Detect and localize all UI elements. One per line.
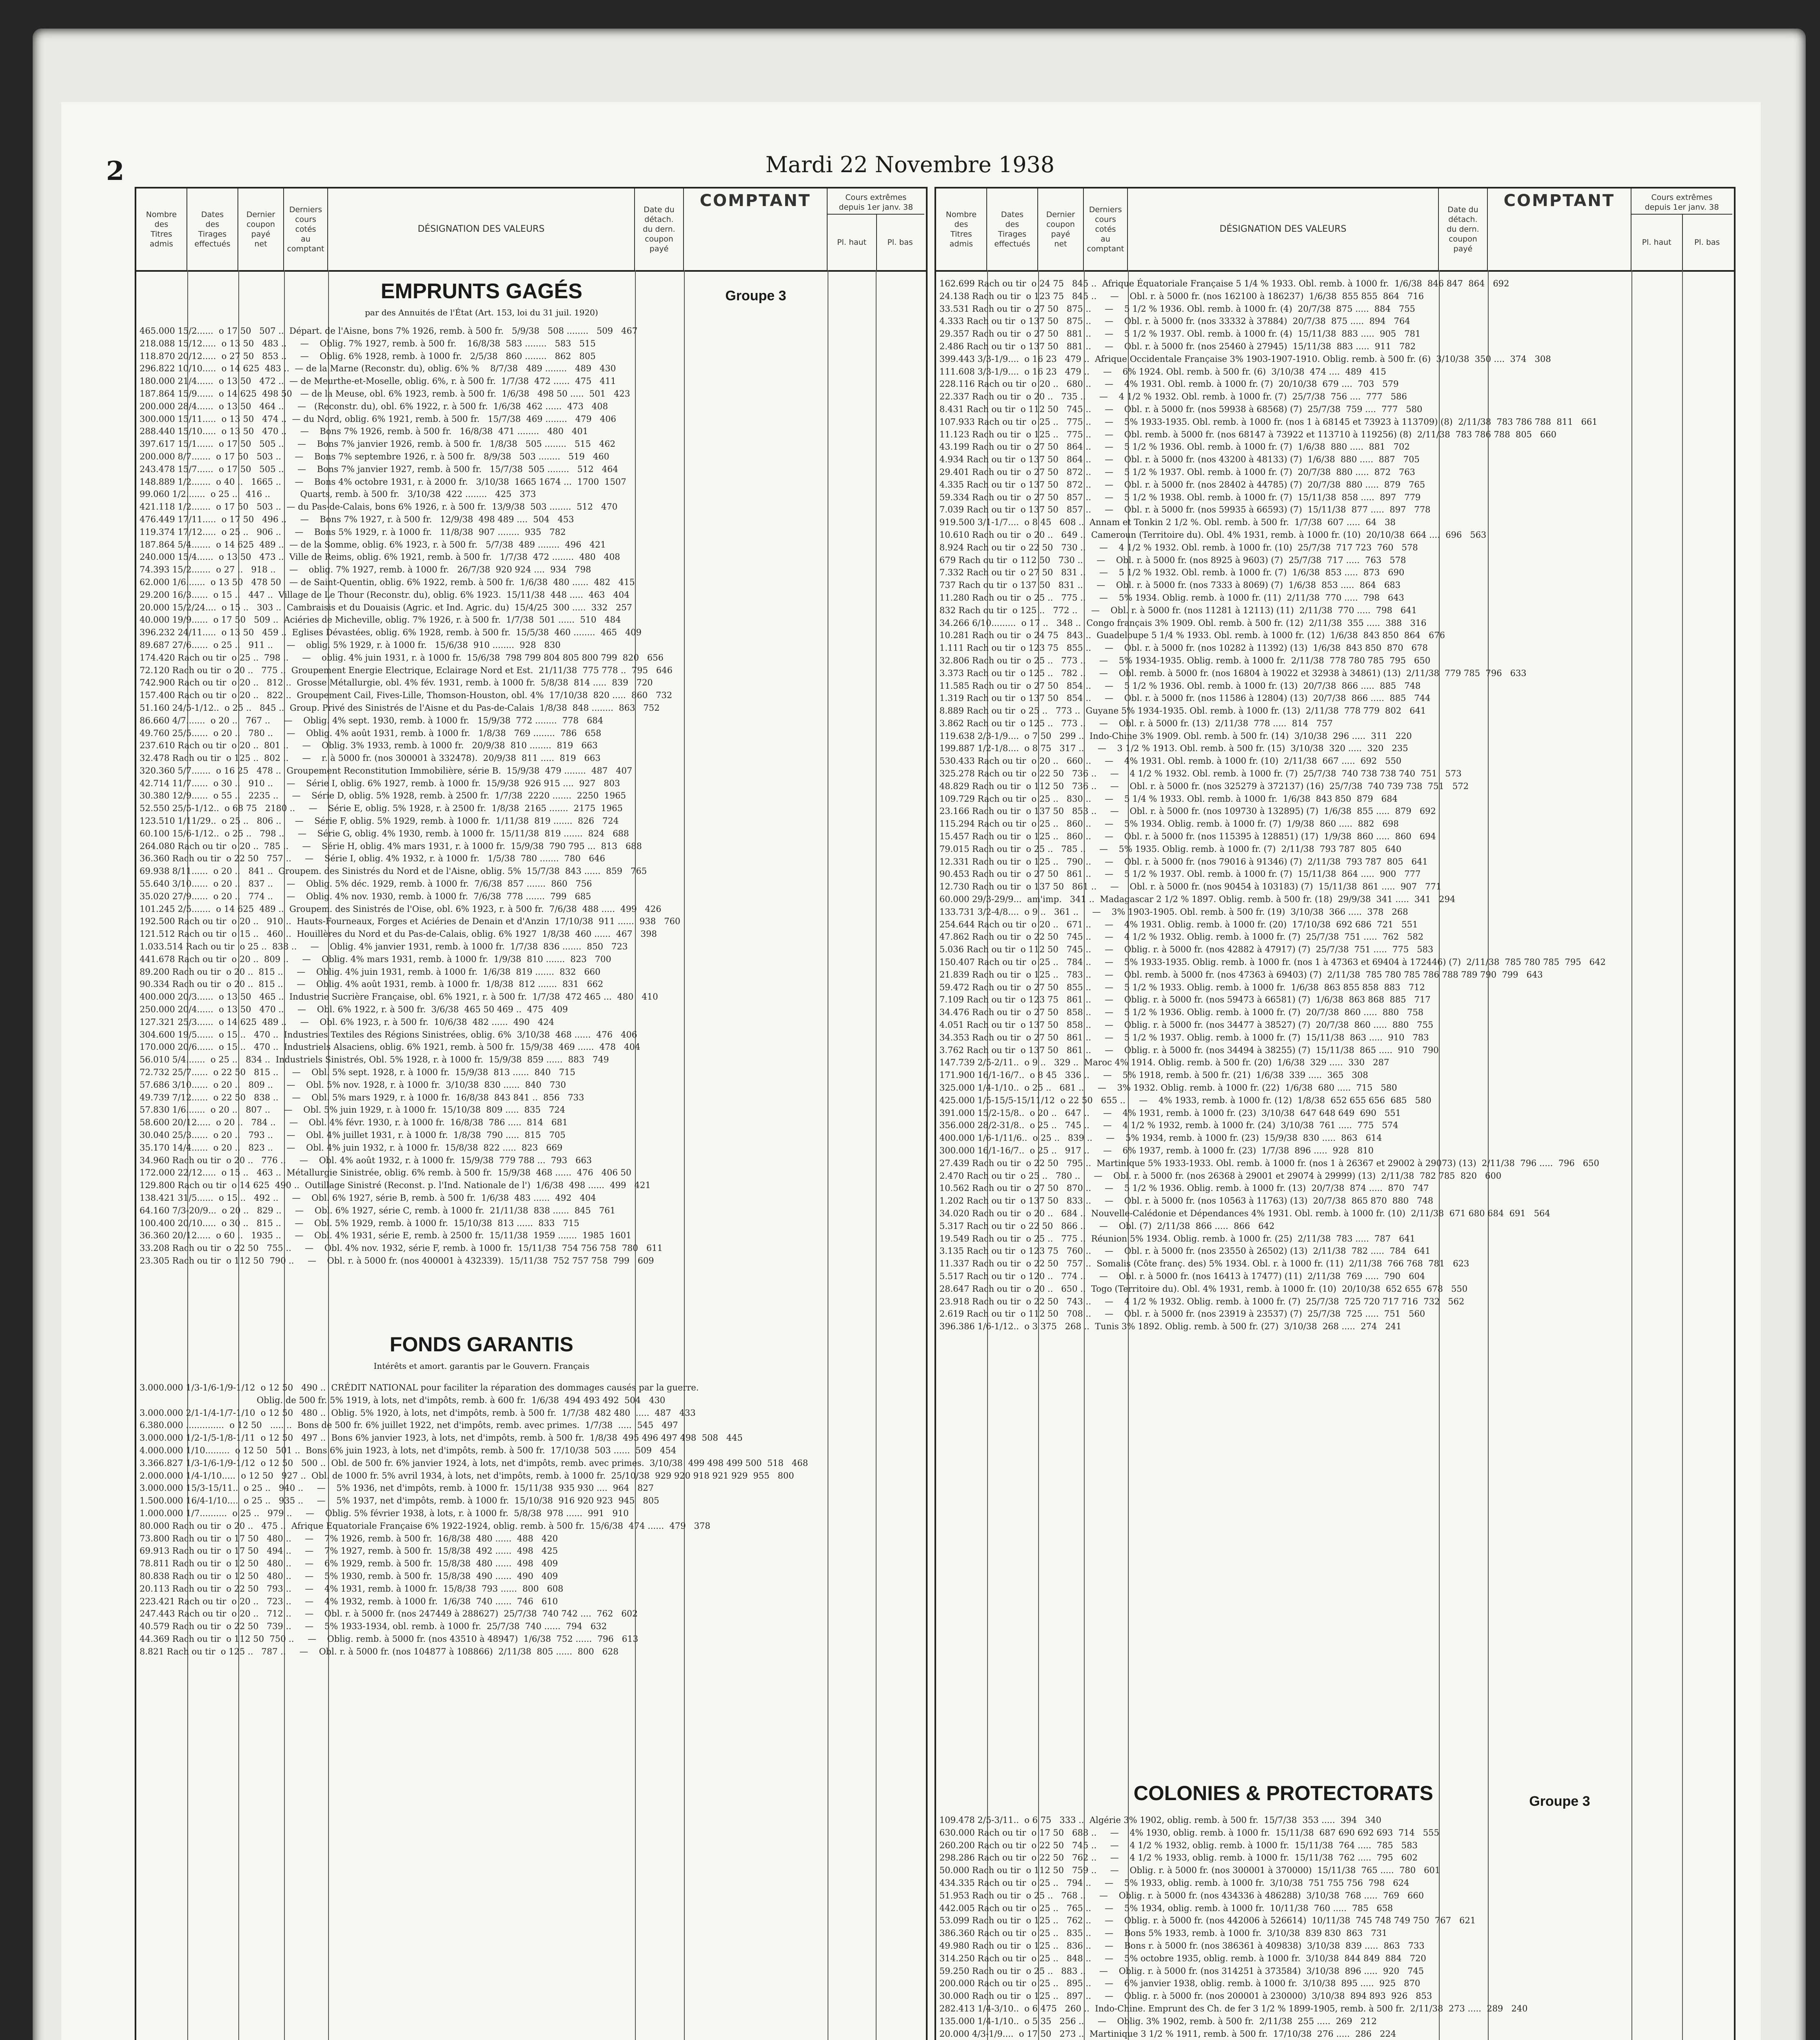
table-row: 69.938 8/11...... o 20 .. 841 .. Groupem. des Sinistrés du Nord et de l'Aisne, oblig. 5% 15/7/38 843 ...... 859 765 <box>140 866 647 876</box>
table-row: 111.608 3/3-1/9.... o 16 23 479 .. — 6% 1924. Obl. remb. à 500 fr. (6) 3/10/38 474 .... 489 415 <box>939 366 1386 377</box>
table-row: 3.373 Rach ou tir o 125 .. 782 .. — Obl. remb. à 5000 fr. (nos 16804 à 19022 et 32938 à 34861) (13) 2/11/38 779 785 796 633 <box>939 668 1527 678</box>
table-row: 8.889 Rach ou tir o 25 .. 773 .. Guyane 5% 1934-1935. Obl. remb. à 1000 fr. (13) 2/11/38 778 779 802 641 <box>939 706 1426 716</box>
table-row: 40.000 19/9...... o 17 50 509 .. Aciéries de Micheville, oblig. 7% 1926, r. à 500 fr. 1/7/38 501 ...... 510 484 <box>140 615 621 625</box>
table-row: 1.000.000 1/7.......... o 25 .. 979 .. — Oblig. 5% février 1938, à lots, r. à 1000 fr. 5/8/38 978 ...... 991 910 <box>140 1508 629 1518</box>
right-rows-2 <box>939 1814 1729 2040</box>
table-row: 174.420 Rach ou tir o 25 .. 798 .. — oblig. 4% juin 1931, r. à 1000 fr. 15/6/38 798 799 804 805 800 799 820 656 <box>140 652 664 663</box>
page-number: 2 <box>106 156 124 186</box>
left-table-body <box>136 272 926 2040</box>
table-row: 60.000 29/3-29/9... am'imp. 341 .. Madagascar 2 1/2 % 1897. Oblig. remb. à 500 fr. (18) 29/9/38 341 ..... 341 294 <box>939 894 1456 905</box>
table-row: 11.585 Rach ou tir o 27 50 854 .. — 5 1/2 % 1936. Obl. remb. à 1000 fr. (13) 20/7/38 866 ..... 885 748 <box>939 681 1421 691</box>
table-row: 200.000 8/7....... o 17 50 503 .. — Bons 7% septembre 1926, r. à 500 fr. 8/9/38 503 ........ 519 460 <box>140 451 610 461</box>
table-row: 51.953 Rach ou tir o 25 .. 768 .. — Oblig. r. à 5000 fr. (nos 434336 à 486288) 3/10/38 768 ..... 769 660 <box>939 1890 1424 1900</box>
table-row: 73.800 Rach ou tir o 17 50 480 .. — 7% 1926, remb. à 500 fr. 16/8/38 480 ...... 488 420 <box>140 1533 558 1543</box>
table-row: 118.870 20/12..... o 27 50 853 .. — Oblig. 6% 1928, remb. à 1000 fr. 2/5/38 860 ........ 862 805 <box>140 351 596 361</box>
table-row: 59.250 Rach ou tir o 25 .. 883 .. — Oblig. r. à 5000 fr. (nos 314251 à 373584) 3/10/38 896 ..... 920 745 <box>939 1966 1424 1976</box>
table-row: 11.123 Rach ou tir o 125 .. 775 .. — Obl. remb. à 5000 fr. (nos 68147 à 73922 et 113710 à 119256) (8) 2/11/38 783 786 788 805 660 <box>939 429 1557 439</box>
right-quote-table <box>934 187 1736 2040</box>
table-row: 2.470 Rach ou tir o 25 .. 780 .. — Obl. r. à 5000 fr. (nos 26368 à 29001 et 29074 à 29999) (13) 2/11/38 782 785 820 600 <box>939 1171 1502 1181</box>
header-pl-haut: Pl. haut <box>1631 215 1683 270</box>
table-row: 3.000.000 1/2-1/5-1/8-1/11 o 12 50 497 .. Bons 6% janvier 1923, à lots, net d'impôts, remb. à 500 fr. 1/8/38 495 496 497 498 508 445 <box>140 1433 743 1443</box>
table-row: 400.000 1/6-1/11/6.. o 25 .. 839 .. — 5% 1934, remb. à 1000 fr. (23) 15/9/38 830 ..... 863 614 <box>939 1133 1382 1143</box>
table-row: 48.829 Rach ou tir o 112 50 736 .. — Obl. r. à 5000 fr. (nos 325279 à 372137) (16) 25/7/38 740 739 738 751 572 <box>939 781 1469 791</box>
right-table-body <box>936 272 1734 2040</box>
table-row: 109.478 2/5-3/11.. o 6 75 333 .. Algérie 3% 1902, oblig. remb. à 500 fr. 15/7/38 353 ..... 394 340 <box>939 1815 1382 1825</box>
table-row: 2.619 Rach ou tir o 112 50 708 .. — Obl. r. à 5000 fr. (nos 23919 à 23537) (7) 25/7/38 725 ..... 751 560 <box>939 1309 1425 1319</box>
table-row: 304.600 19/5...... o 15 .. 470 .. Industries Textiles des Régions Sinistrées, oblig. 6% 3/10/38 468 ...... 476 406 <box>140 1029 637 1040</box>
table-row: 356.000 28/2-31/8.. o 25 .. 745 .. — 4 1/2 % 1932, remb. à 1000 fr. (24) 3/10/38 761 ..... 775 574 <box>939 1120 1398 1131</box>
table-row: 72.732 25/7...... o 22 50 815 .. — Obl. 5% sept. 1928, r. à 1000 fr. 15/9/38 813 ...... 840 715 <box>140 1067 575 1078</box>
table-row: 832 Rach ou tir o 125 .. 772 .. — Obl. r. à 5000 fr. (nos 11281 à 12113) (11) 2/11/38 770 ..... 798 641 <box>939 605 1417 615</box>
table-row: 57.686 3/10...... o 20 .. 809 .. — Obl. 5% nov. 1928, r. à 1000 fr. 3/10/38 830 ...... 840 730 <box>140 1080 566 1090</box>
table-row: 129.800 Rach ou tir o 14 625 490 .. Outillage Sinistré (Reconst. p. l'Ind. Nationale de l') 1/6/38 498 ...... 499 421 <box>140 1180 651 1191</box>
table-row: 80.838 Rach ou tir o 12 50 480 .. — 5% 1930, remb. à 500 fr. 15/8/38 490 ...... 490 409 <box>140 1571 558 1581</box>
table-row: 34.020 Rach ou tir o 20 .. 684 .. Nouvelle-Calédonie et Dépendances 4% 1931. Obl. remb. à 1000 fr. (10) 2/11/38 671 680 684 691 564 <box>939 1208 1550 1218</box>
table-row: 36.360 20/12..... o 60 .. 1935 .. — Obl. 4% 1931, série E, remb. à 2500 fr. 15/11/38 1959 ....... 1985 1601 <box>140 1231 632 1241</box>
table-row: 21.839 Rach ou tir o 125 .. 783 .. — Obl. remb. à 5000 fr. (nos 47363 à 69403) (7) 2/11/38 785 780 785 786 788 789 790 799 643 <box>939 969 1543 980</box>
table-row: 52.550 25/5-1/12.. o 68 75 2180 .. — Série E, oblig. 5% 1928, r. à 2500 fr. 1/8/38 2165 ....... 2175 1965 <box>140 803 623 814</box>
table-row: 476.449 17/11..... o 17 50 496 .. — Bons 7% 1927, r. à 500 fr. 12/9/38 498 489 .... 504 453 <box>140 514 574 524</box>
table-row: 147.739 2/5-2/11.. o 9 .. 329 .. Maroc 4% 1914. Oblig. remb. à 500 fr. (20) 1/6/38 329 ..... 330 287 <box>939 1058 1389 1068</box>
table-row: 148.889 1/2....... o 40 .. 1665 .. — Bons 4% octobre 1931, r. à 2000 fr. 3/10/38 1665 1674 ... 1700 1507 <box>140 477 626 487</box>
table-row: 22.337 Rach ou tir o 20 .. 735 .. — 4 1/2 % 1932. Obl. remb. à 1000 fr. (7) 25/7/38 756 .... 777 586 <box>939 392 1407 402</box>
table-row: 47.862 Rach ou tir o 22 50 745 .. — 4 1/2 % 1932. Oblig. remb. à 1000 fr. (7) 25/7/38 751 ..... 762 582 <box>939 932 1424 942</box>
table-row: 8.821 Rach ou tir o 125 .. 787 .. — Obl. r. à 5000 fr. (nos 104877 à 108866) 2/11/38 805 ...... 800 628 <box>140 1646 619 1656</box>
header-nombre: Nombre des Titres admis <box>136 188 187 270</box>
table-row: 180.000 21/4...... o 13 50 472 .. — de Meurthe-et-Moselle, oblig. 6%, r. à 500 fr. 1/7/38 472 ...... 475 411 <box>140 376 616 386</box>
group-label: Groupe 3 <box>725 288 786 304</box>
table-row: 3.366.827 1/3-1/6-1/9-1/12 o 12 50 500 .. Obl. de 500 fr. 6% janvier 1924, à lots, net d'impôts, remb. avec primes. 3/10/38 499 498 499 500 518 468 <box>140 1458 808 1468</box>
table-row: 57.830 1/6....... o 20 .. 807 .. — Obl. 5% juin 1929, r. à 1000 fr. 15/10/38 809 ..... 835 724 <box>140 1105 566 1115</box>
table-row: 11.337 Rach ou tir o 22 50 757 .. Somalis (Côte franç. des) 5% 1934. Obl. r. à 1000 fr. (11) 2/11/38 766 768 781 623 <box>939 1259 1469 1269</box>
table-row: 425.000 1/5-15/5-15/11/12 o 22 50 655 .. — 4% 1933, remb. à 1000 fr. (12) 1/8/38 652 655 656 685 580 <box>939 1095 1432 1105</box>
table-row: 123.510 1/11/29.. o 25 .. 806 .. — Série F, oblig. 5% 1929, remb. à 1000 fr. 1/11/38 819 ....... 826 724 <box>140 816 619 826</box>
table-row: 60.100 15/6-1/12.. o 25 .. 798 .. — Série G, oblig. 4% 1930, remb. à 1000 fr. 15/11/38 819 ....... 824 688 <box>140 828 629 838</box>
table-row: 3.762 Rach ou tir o 137 50 861 .. — Oblig. r. à 5000 fr. (nos 34494 à 38255) (7) 15/11/38 865 ..... 910 790 <box>939 1045 1439 1055</box>
table-row: 298.286 Rach ou tir o 22 50 762 .. — 4 1/2 % 1933, oblig. remb. à 1000 fr. 15/11/38 762 ..... 795 602 <box>939 1853 1418 1863</box>
table-row: 187.864 15/9...... o 14 625 498 50 — de la Meuse, obl. 6% 1923, remb. à 500 fr. 1/6/38 498 50 ..... 501 423 <box>140 388 630 399</box>
table-row: 1.202 Rach ou tir o 137 50 833 .. — Obl. r. à 5000 fr. (nos 10563 à 11763) (13) 20/7/38 865 870 880 748 <box>939 1196 1434 1206</box>
table-row: 64.160 7/3-20/9... o 20 .. 829 .. — Obl. 6% 1927, série C, remb. à 1000 fr. 21/11/38 838 ...... 845 761 <box>140 1205 616 1215</box>
table-row: 6.380.000 .............. o 12 50 ..... .. Bons de 500 fr. 6% juillet 1922, net d'impôts, remb. avec primes. 1/7/38 ..... 545 497 <box>140 1420 678 1430</box>
table-row: 7.109 Rach ou tir o 123 75 861 .. — Oblig. r. à 5000 fr. (nos 59473 à 66581) (7) 1/6/38 863 868 885 717 <box>939 995 1431 1005</box>
header-designation: DÉSIGNATION DES VALEURS <box>328 188 635 270</box>
table-row: 15.457 Rach ou tir o 125 .. 860 .. — Obl. r. à 5000 fr. (nos 115395 à 128851) (17) 1/9/38 860 ..... 860 694 <box>939 832 1436 842</box>
table-row: 49.739 7/12...... o 22 50 838 .. — Obl. 5% mars 1929, r. à 1000 fr. 16/8/38 843 841 .. 856 733 <box>140 1092 584 1102</box>
table-row: 442.005 Rach ou tir o 25 .. 765 .. — 5% 1934, oblig. remb. à 1000 fr. 10/11/38 760 ..... 785 658 <box>939 1903 1393 1913</box>
table-row: 737 Rach ou tir o 137 50 831 .. — Obl. r. à 5000 fr. (nos 7333 à 8069) (7) 1/6/38 853 ..... 864 683 <box>939 580 1401 590</box>
table-row: 23.166 Rach ou tir o 137 50 853 .. — Obl. r. à 5000 fr. (nos 109730 à 132895) (7) 1/6/38 855 ..... 879 692 <box>939 806 1436 816</box>
table-row: 42.714 11/7...... o 30 .. 910 .. — Série I, oblig. 6% 1927, remb. à 1000 fr. 15/9/38 926 915 .... 927 803 <box>140 778 620 788</box>
header-dernier-coupon: Dernier coupon payé net <box>1038 188 1084 270</box>
table-row: Oblig. de 500 fr. 5% 1919, à lots, net d'impôts, remb. à 600 fr. 1/6/38 494 493 492 504 430 <box>140 1395 666 1405</box>
table-row: 396.386 1/6-1/12.. o 3 375 268 .. Tunis 3% 1892. Oblig. remb. à 500 fr. (27) 3/10/38 268 ..... 274 241 <box>939 1322 1402 1332</box>
table-row: 53.099 Rach ou tir o 125 .. 762 .. — Oblig. r. à 5000 fr. (nos 442006 à 526614) 10/11/38 745 748 749 750 767 621 <box>939 1916 1476 1926</box>
table-row: 34.353 Rach ou tir o 27 50 861 .. — 5 1/2 % 1937. Oblig. remb. à 1000 fr. (7) 15/11/38 863 ..... 910 783 <box>939 1032 1429 1042</box>
table-row: 20.000 4/3-1/9.... o 17 50 273 .. Martinique 3 1/2 % 1911, remb. à 500 fr. 17/10/38 276 ..... 286 224 <box>939 2029 1396 2039</box>
table-row: 247.443 Rach ou tir o 20 .. 712 .. — Obl. r. à 5000 fr. (nos 247449 à 288627) 25/7/38 740 742 .... 762 602 <box>140 1609 638 1619</box>
table-row: 49.980 Rach ou tir o 125 .. 836 .. — Bons r. à 5000 fr. (nos 386361 à 409838) 3/10/38 839 ..... 863 733 <box>939 1940 1425 1951</box>
table-row: 119.638 2/3-1/9.... o 7 50 299 .. Indo-Chine 3% 1909. Obl. remb. à 500 fr. (14) 3/10/38 296 ..... 311 220 <box>939 731 1412 741</box>
header-derniers-cours: Derniers cours cotés au comptant <box>284 188 328 270</box>
table-row: 89.687 27/6...... o 25 .. 911 .. — oblig. 5% 1929, r. à 1000 fr. 15/6/38 910 ........ 928 830 <box>140 640 561 650</box>
table-row: 34.266 6/10......... o 17 .. 348 .. Congo français 3% 1909. Obl. remb. à 500 fr. (12) 2/11/38 355 ..... 388 316 <box>939 618 1427 628</box>
table-row: 3.862 Rach ou tir o 125 .. 773 .. — Obl. r. à 5000 fr. (13) 2/11/38 778 ..... 814 757 <box>939 718 1333 728</box>
table-row: 40.579 Rach ou tir o 22 50 739 .. — 5% 1933-1934, obl. remb. à 1000 fr. 25/7/38 740 ...... 794 632 <box>140 1621 607 1632</box>
table-row: 300.000 15/11..... o 13 50 474 .. — du Nord, oblig. 6% 1921, remb. à 500 fr. 15/7/38 469 ........ 479 406 <box>140 414 616 424</box>
table-row: 530.433 Rach ou tir o 20 .. 660 .. — 4% 1931. Obl. remb. à 1000 fr. (10) 2/11/38 667 ..... 692 550 <box>939 756 1402 766</box>
table-row: 399.443 3/3-1/9.... o 16 23 479 .. Afrique Occidentale Française 3% 1903-1907-1910. Oblig. remb. à 500 fr. (6) 3/10/38 350 .... 374 308 <box>939 354 1551 364</box>
table-row: 55.640 3/10...... o 20 .. 837 .. — Oblig. 5% déc. 1929, remb. à 1000 fr. 7/6/38 857 ....... 860 756 <box>140 879 592 889</box>
table-row: 5.317 Rach ou tir o 22 50 866 .. — Obl. (7) 2/11/38 866 ..... 866 642 <box>939 1221 1275 1231</box>
table-row: 43.199 Rach ou tir o 27 50 864 .. — 5 1/2 % 1936. Obl. remb. à 1000 fr. (7) 1/6/38 880 ..... 881 702 <box>939 442 1410 452</box>
table-row: 200.000 Rach ou tir o 25 .. 895 .. — 6% janvier 1938, oblig. remb. à 1000 fr. 3/10/38 895 ..... 925 870 <box>939 1978 1420 1989</box>
table-row: 630.000 Rach ou tir o 17 50 688 .. — 4% 1930, oblig. remb. à 1000 fr. 15/11/38 687 690 692 693 714 555 <box>939 1827 1440 1838</box>
table-row: 199.887 1/2-1/8.... o 8 75 317 .. — 3 1/2 % 1913. Obl. remb. à 500 fr. (15) 3/10/38 320 ..... 320 235 <box>939 743 1408 754</box>
table-row: 90.453 Rach ou tir o 27 50 861 .. — 5 1/2 % 1937. Obl. remb. à 1000 fr. (7) 15/11/38 864 ..... 900 777 <box>939 869 1421 879</box>
table-row: 90.334 Rach ou tir o 20 .. 815 .. — Oblig. 4% août 1931, remb. à 1000 fr. 1/8/38 812 ....... 831 662 <box>140 979 604 989</box>
table-row: 44.369 Rach ou tir o 112 50 750 .. — Oblig. remb. à 5000 fr. (nos 43510 à 48947) 1/6/38 752 ...... 796 613 <box>140 1634 639 1644</box>
table-row: 4.934 Rach ou tir o 137 50 864 .. — Obl. r. à 5000 fr. (nos 43200 à 48133) (7) 1/6/38 880 ..... 887 705 <box>939 455 1420 465</box>
table-row: 69.913 Rach ou tir o 17 50 494 .. — 7% 1927, remb. à 500 fr. 15/8/38 492 ...... 498 425 <box>140 1546 558 1556</box>
header-pl-haut: Pl. haut <box>828 215 877 270</box>
table-row: 260.200 Rach ou tir o 22 50 745 .. — 4 1/2 % 1932, oblig. remb. à 1000 fr. 15/11/38 764 ..... 785 583 <box>939 1840 1418 1850</box>
table-row: 421.118 1/2....... o 17 50 503 .. — du Pas-de-Calais, bons 6% 1926, r. à 500 fr. 13/9/38 503 ........ 512 470 <box>140 502 618 512</box>
table-row: 12.730 Rach ou tir o 137 50 861 .. — Obl. r. à 5000 fr. (nos 90454 à 103183) (7) 15/11/38 861 ..... 907 771 <box>939 882 1442 892</box>
table-row: 99.060 1/2....... o 25 .. 416 .. Quarts, remb. à 500 fr. 3/10/38 422 ........ 425 373 <box>140 489 536 499</box>
table-row: 101.245 2/5....... o 14 625 489 .. Groupem. des Sinistrés de l'Oise, obl. 6% 1923, r. à 500 fr. 7/6/38 488 ..... 499 426 <box>140 904 661 914</box>
table-row: 56.010 5/4....... o 25 .. 834 .. Industriels Sinistrés, Obl. 5% 1928, r. à 1000 fr. 15/9/38 859 ...... 883 749 <box>140 1055 609 1065</box>
header-dates: Dates des Tirages effectués <box>187 188 238 270</box>
table-row: 3.000.000 1/3-1/6-1/9-1/12 o 12 50 490 .. CRÉDIT NATIONAL pour faciliter la réparation des dommages causés par la guerre. <box>140 1383 699 1393</box>
table-row: 133.731 3/2-4/8.... o 9 .. 361 .. — 3% 1903-1905. Obl. remb. à 500 fr. (19) 3/10/38 366 ..... 378 268 <box>939 907 1408 917</box>
table-row: 135.000 1/4-1/10.. o 5 35 256 .. — Oblig. 3% 1902, remb. à 500 fr. 2/11/38 255 ..... 269 212 <box>939 2016 1377 2026</box>
table-row: 33.208 Rach ou tir o 22 50 755 .. — Obl. 4% nov. 1932, série F, remb. à 1000 fr. 15/11/38 754 756 758 780 611 <box>140 1243 663 1253</box>
table-row: 200.000 28/4...... o 13 50 464 .. — (Reconstr. du), obl. 6% 1922, r. à 500 fr. 1/6/38 462 ...... 473 408 <box>140 401 608 411</box>
table-row: 254.644 Rach ou tir o 20 .. 671 .. — 4% 1931. Oblig. remb. à 1000 fr. (20) 17/10/38 692 686 721 551 <box>939 919 1418 929</box>
table-row: 2.000.000 1/4-1/10..... o 12 50 927 .. Obl. de 1000 fr. 5% avril 1934, à lots, net d'impôts, remb. à 1000 fr. 25/10/38 929 920 918 921 929 955 800 <box>140 1470 794 1481</box>
left-quote-table <box>135 187 928 2040</box>
table-row: 19.549 Rach ou tir o 25 .. 775 .. Réunion 5% 1934. Oblig. remb. à 1000 fr. (25) 2/11/38 783 ..... 787 641 <box>939 1233 1416 1244</box>
table-row: 59.472 Rach ou tir o 27 50 855 .. — 5 1/2 % 1933. Oblig. remb. à 1000 fr. 1/6/38 863 855 858 883 712 <box>939 982 1425 992</box>
table-row: 400.000 20/3...... o 13 50 465 .. Industrie Sucrière Française, obl. 6% 1921, r. à 500 fr. 1/7/38 472 465 ... 480 410 <box>140 992 658 1002</box>
table-row: 11.280 Rach ou tir o 25 .. 775 .. — 5% 1934. Oblig. remb. à 1000 fr. (11) 2/11/38 770 ..... 798 643 <box>939 592 1405 603</box>
table-row: 396.232 24/11..... o 13 50 459 .. Eglises Dévastées, oblig. 6% 1928, remb. à 500 fr. 15/5/38 460 ........ 465 409 <box>140 628 642 638</box>
table-row: 441.678 Rach ou tir o 20 .. 809 .. — Oblig. 4% mars 1931, remb. à 1000 fr. 1/9/38 810 ....... 823 700 <box>140 954 611 964</box>
table-row: 20.000 15/2/24.... o 15 .. 303 .. Cambraisis et du Douaisis (Agric. et Ind. Agric. du) 15/4/25 300 ..... 332 257 <box>140 602 633 612</box>
table-row: 29.200 16/3...... o 15 .. 447 .. Village de Le Thour (Reconstr. du), oblig. 6% 1923. 15/11/38 448 ..... 463 404 <box>140 590 630 600</box>
table-row: 314.250 Rach ou tir o 25 .. 848 .. — 5% octobre 1935, oblig. remb. à 1000 fr. 3/10/38 844 849 884 720 <box>939 1953 1426 1963</box>
table-row: 30.380 12/9...... o 55 .. 2235 .. — Série D, oblig. 5% 1928, remb. à 2500 fr. 1/7/38 2220 ....... 2250 1965 <box>140 791 626 801</box>
table-row: 172.000 22/12..... o 15 .. 463 .. Métallurgie Sinistrée, oblig. 6% remb. à 500 fr. 15/9/38 468 ...... 476 406 50 <box>140 1168 632 1178</box>
table-row: 264.080 Rach ou tir o 20 .. 785 .. — Série H, oblig. 4% mars 1931, r. à 1000 fr. 15/9/38 790 795 ... 813 688 <box>140 841 642 851</box>
table-row: 89.200 Rach ou tir o 20 .. 815 .. — Oblig. 4% juin 1931, remb. à 1000 fr. 1/6/38 819 ....... 832 660 <box>140 967 601 977</box>
table-row: 34.960 Rach ou tir o 20 .. 776 .. — Obl. 4% août 1932, r. à 1000 fr. 15/9/38 779 788 ... 793 663 <box>140 1155 592 1165</box>
table-row: 78.811 Rach ou tir o 12 50 480 .. — 6% 1929, remb. à 500 fr. 15/8/38 480 ...... 498 409 <box>140 1559 558 1569</box>
right-rows-1 <box>939 277 1729 1779</box>
table-row: 162.699 Rach ou tir o 24 75 845 .. Afrique Équatoriale Française 5 1/4 % 1933. Obl. remb. à 1000 fr. 1/6/38 846 847 864 692 <box>939 279 1509 288</box>
header-cours-extremes <box>1631 188 1732 270</box>
table-row: 29.401 Rach ou tir o 27 50 872 .. — 5 1/2 % 1937. Obl. remb. à 1000 fr. (7) 20/7/38 880 ..... 872 763 <box>939 467 1416 477</box>
table-row: 10.281 Rach ou tir o 24 75 843 .. Guadeloupe 5 1/4 % 1933. Obl. remb. à 1000 fr. (12) 1/6/38 843 850 864 676 <box>939 630 1445 641</box>
table-row: 282.413 1/4-3/10.. o 6 475 260 .. Indo-Chine. Emprunt des Ch. de fer 3 1/2 % 1899-1905, remb. à 500 fr. 2/11/38 273 ..... 289 240 <box>939 2003 1528 2013</box>
table-row: 127.321 25/3...... o 14 625 489 .. — Obl. 6% 1923, r. à 500 fr. 10/6/38 482 ...... 490 424 <box>140 1017 555 1027</box>
header-cours-extremes <box>828 188 924 270</box>
table-row: 4.000.000 1/10......... o 12 50 501 .. Bons 6% juin 1923, à lots, net d'impôts, remb. à 500 fr. 17/10/38 503 ...... 509 454 <box>140 1445 677 1455</box>
table-row: 12.331 Rach ou tir o 125 .. 790 .. — Obl. r. à 5000 fr. (nos 79016 à 91346) (7) 2/11/38 793 787 805 641 <box>939 856 1428 867</box>
table-row: 28.647 Rach ou tir o 20 .. 650 .. Togo (Territoire du). Obl. 4% 1931, remb. à 1000 fr. (10) 20/10/38 652 655 678 550 <box>939 1284 1468 1294</box>
table-row: 742.900 Rach ou tir o 20 .. 812 .. Grosse Métallurgie, obl. 4% fév. 1931, remb. à 1000 fr. 5/8/38 814 ..... 839 720 <box>140 678 653 688</box>
table-row: 3.000.000 2/1-1/4-1/7-1/10 o 12 50 480 .. Oblig. 5% 1920, à lots, net d'impôts, remb. à 500 fr. 1/7/38 482 480 ..... 487 433 <box>140 1408 696 1418</box>
table-row: 59.334 Rach ou tir o 27 50 857 .. — 5 1/2 % 1938. Obl. remb. à 1000 fr. (7) 15/11/38 858 ..... 897 779 <box>939 492 1421 502</box>
table-row: 107.933 Rach ou tir o 25 .. 775 .. — 5% 1933-1935. Obl. remb. à 1000 fr. (nos 1 à 68145 et 73923 à 113709) (8) 2/11/38 783 786 788 811 661 <box>939 417 1598 427</box>
table-row: 115.294 Rach ou tir o 25 .. 860 .. — 5% 1934. Oblig. remb. à 1000 fr. (7) 1/9/38 860 ..... 882 698 <box>939 819 1399 829</box>
left-rows-2 <box>140 1381 921 2040</box>
header-nombre: Nombre des Titres admis <box>936 188 987 270</box>
table-row: 33.531 Rach ou tir o 27 50 875 .. — 5 1/2 % 1936. Obl. remb. à 1000 fr. (4) 20/7/38 875 ..... 884 755 <box>939 304 1416 314</box>
table-header <box>136 188 926 272</box>
table-row: 8.924 Rach ou tir o 22 50 730 .. — 4 1/2 % 1932. Obl. remb. à 1000 fr. (10) 25/7/38 717 723 760 578 <box>939 542 1418 552</box>
section-subtitle: par des Annuités de l'État (Art. 153, loi du 31 juil. 1920) <box>365 308 598 317</box>
header-extremes-label: Cours extrêmes depuis 1er janv. 38 <box>1645 193 1719 212</box>
header-dernier-coupon: Dernier coupon payé net <box>238 188 284 270</box>
header-pl-bas: Pl. bas <box>887 238 913 247</box>
table-row: 919.500 3/1-1/7.... o 8 45 608 .. Annam et Tonkin 2 1/2 %. Obl. remb. à 500 fr. 1/7/38 607 ..... 64 38 <box>939 517 1396 528</box>
table-row: 465.000 15/2...... o 17 50 507 .. Départ. de l'Aisne, bons 7% 1926, remb. à 500 fr. 5/9/38 508 ........ 509 467 <box>140 326 638 336</box>
table-row: 72.120 Rach ou tir o 20 .. 775 .. Groupement Energie Electrique, Eclairage Nord et Est. 21/11/38 775 778 .. 795 646 <box>140 665 673 675</box>
header-date-detach: Date du détach. du dern. coupon payé <box>635 188 684 270</box>
table-row: 1.111 Rach ou tir o 123 75 855 .. — Obl. r. à 5000 fr. (nos 10282 à 11392) (13) 1/6/38 843 850 870 678 <box>939 643 1428 653</box>
table-row: 4.333 Rach ou tir o 137 50 875 .. — Obl. r. à 5000 fr. (nos 33332 à 37884) 20/7/38 875 ..... 894 764 <box>939 316 1410 326</box>
table-row: 34.476 Rach ou tir o 27 50 858 .. — 5 1/2 % 1936. Oblig. remb. à 1000 fr. (7) 20/7/38 860 ..... 880 758 <box>939 1007 1424 1018</box>
page-date: Mardi 22 Novembre 1938 <box>765 152 1055 177</box>
table-row: 30.040 25/3...... o 20 .. 793 .. — Obl. 4% juillet 1931, r. à 1000 fr. 1/8/38 790 ..... 815 705 <box>140 1130 566 1140</box>
table-row: 80.000 Rach ou tir o 20 .. 475 .. Afrique Equatoriale Française 6% 1922-1924, oblig. remb. à 500 fr. 15/6/38 474 ...... 479 378 <box>140 1521 710 1531</box>
table-row: 243.478 15/7...... o 17 50 505 .. — Bons 7% janvier 1927, remb. à 500 fr. 15/7/38 505 ........ 512 464 <box>140 464 618 474</box>
table-row: 5.517 Rach ou tir o 120 .. 774 .. — Obl. r. à 5000 fr. (nos 16413 à 17477) (11) 2/11/38 769 ..... 790 604 <box>939 1271 1425 1281</box>
table-row: 36.360 Rach ou tir o 22 50 757 .. — Série I, oblig. 4% 1932, r. à 1000 fr. 1/5/38 780 ....... 780 646 <box>140 854 605 864</box>
table-row: 35.170 14/4...... o 20 .. 823 .. — Obl. 4% juin 1932, r. à 1000 fr. 15/8/38 822 ..... 823 669 <box>140 1142 563 1153</box>
table-row: 170.000 20/6...... o 15 .. 470 .. Industriels Alsaciens, oblig. 6% 1921, remb. à 500 fr. 15/9/38 469 ...... 478 404 <box>140 1042 641 1052</box>
table-row: 119.374 17/12..... o 25 .. 906 .. — Bons 5% 1929, r. à 1000 fr. 11/8/38 907 ........ 935 782 <box>140 527 566 537</box>
table-row: 250.000 20/4...... o 13 50 470 .. — Obl. 6% 1922, r. à 500 fr. 3/6/38 465 50 469 .. 475 409 <box>140 1004 568 1015</box>
table-row: 150.407 Rach ou tir o 25 .. 784 .. — 5% 1933-1935. Oblig. remb. à 1000 fr. (nos 1 à 47363 et 69404 à 172446) (7) 2/11/38 785 780 785 795 642 <box>939 957 1606 967</box>
table-row: 386.360 Rach ou tir o 25 .. 835 .. — Bons 5% 1933, remb. à 1000 fr. 3/10/38 839 830 863 731 <box>939 1928 1387 1938</box>
table-row: 86.660 4/7....... o 20 .. 767 .. — Oblig. 4% sept. 1930, remb. à 1000 fr. 15/9/38 772 ........ 778 684 <box>140 715 604 725</box>
table-row: 237.610 Rach ou tir o 20 .. 801 .. — Oblig. 3% 1933, remb. à 1000 fr. 20/9/38 810 ........ 819 663 <box>140 741 598 751</box>
table-row: 27.439 Rach ou tir o 22 50 795 .. Martinique 5% 1933-1933. Obl. remb. à 1000 fr. (nos 1 à 26367 et 29002 à 29073) (13) 2/11/38 796 ..... 796 650 <box>939 1158 1600 1168</box>
table-row: 300.000 16/1-16/7.. o 25 .. 917 .. — 6% 1937, remb. à 1000 fr. (23) 1/7/38 896 ..... 928 810 <box>939 1145 1374 1155</box>
table-row: 157.400 Rach ou tir o 20 .. 822 .. Groupement Cail, Fives-Lille, Thomson-Houston, obl. 4% 17/10/38 820 ..... 860 732 <box>140 690 673 701</box>
table-row: 49.760 25/5...... o 20 .. 780 .. — Oblig. 4% août 1931, remb. à 1000 fr. 1/8/38 769 ........ 786 658 <box>140 728 601 738</box>
table-row: 171.900 16/1-16/7.. o 8 45 336 .. — 5% 1918, remb. à 500 fr. (21) 1/6/38 339 ..... 365 308 <box>939 1070 1368 1080</box>
table-row: 32.806 Rach ou tir o 25 .. 773 .. — 5% 1934-1935. Oblig. remb. à 1000 fr. 2/11/38 778 780 785 795 650 <box>939 655 1431 665</box>
table-row: 434.335 Rach ou tir o 25 .. 794 .. — 5% 1933, oblig. remb. à 1000 fr. 3/10/38 751 755 756 798 624 <box>939 1878 1409 1888</box>
header-dates: Dates des Tirages effectués <box>987 188 1038 270</box>
table-row: 74.393 15/2....... o 27 .. 918 .. — oblig. 7% 1927, remb. à 1000 fr. 26/7/38 920 924 .... 934 798 <box>140 565 591 575</box>
table-row: 23.305 Rach ou tir o 112 50 790 .. — Obl. r. à 5000 fr. (nos 400001 à 432339). 15/11/38 752 757 758 799 609 <box>140 1255 654 1266</box>
table-row: 138.421 31/5...... o 15 .. 492 .. — Obl. 6% 1927, série B, remb. à 500 fr. 1/6/38 483 ...... 492 404 <box>140 1193 596 1203</box>
table-row: 3.000.000 15/3-15/11.. o 25 .. 940 .. — 5% 1936, net d'impôts, remb. à 1000 fr. 15/11/38 935 930 .... 964 827 <box>140 1483 654 1493</box>
table-row: 100.400 20/10..... o 30 .. 815 .. — Obl. 5% 1929, remb. à 1000 fr. 15/10/38 813 ...... 833 715 <box>140 1218 579 1228</box>
left-rows-1 <box>140 325 921 1324</box>
table-row: 192.500 Rach ou tir o 20 .. 910 .. Hauts-Fourneaux, Forges et Aciéries de Denain et d'Anzin 17/10/38 911 ...... 938 760 <box>140 916 681 927</box>
section-title-colonies: COLONIES & PROTECTORATS <box>1133 1782 1434 1805</box>
table-row: 288.440 15/10..... o 13 50 470 .. — Bons 7% 1926, remb. à 500 fr. 16/8/38 471 ........ 480 401 <box>140 426 588 437</box>
table-row: 1.033.514 Rach ou tir o 25 .. 838 .. — Oblig. 4% janvier 1931, remb. à 1000 fr. 1/7/38 836 ....... 850 723 <box>140 942 628 952</box>
table-row: 50.000 Rach ou tir o 112 50 759 .. — Oblig. r. à 5000 fr. (nos 300001 à 370000) 15/11/38 765 ..... 780 601 <box>939 1865 1440 1876</box>
table-row: 397.617 15/1...... o 17 50 505 .. — Bons 7% janvier 1926, remb. à 500 fr. 1/8/38 505 ........ 515 462 <box>140 439 616 449</box>
table-row: 240.000 15/4...... o 13 50 473 .. Ville de Reims, oblig. 6% 1921, remb. à 500 fr. 1/7/38 472 ........ 480 408 <box>140 552 620 562</box>
table-row: 20.113 Rach ou tir o 22 50 793 .. — 4% 1931, remb. à 1000 fr. 15/8/38 793 ...... 800 608 <box>140 1583 564 1594</box>
table-row: 679 Rach ou tir o 112 50 730 .. — Obl. r. à 5000 fr. (nos 8925 à 9603) (7) 25/7/38 717 ..... 763 578 <box>939 555 1406 565</box>
table-row: 218.088 15/12..... o 13 50 483 .. — Oblig. 7% 1927, remb. à 500 fr. 16/8/38 583 ........ 583 515 <box>140 338 596 348</box>
table-row: 228.116 Rach ou tir o 20 .. 680 .. — 4% 1931. Obl. remb. à 1000 fr. (7) 20/10/38 679 .... 703 579 <box>939 379 1399 389</box>
table-row: 35.020 27/9...... o 20 .. 774 .. — Oblig. 4% nov. 1930, remb. à 1000 fr. 7/6/38 778 ....... 799 685 <box>140 891 591 901</box>
section-subtitle-2: Intérêts et amort. garantis par le Gouvern. Français <box>373 1361 590 1371</box>
table-row: 325.278 Rach ou tir o 22 50 736 .. — 4 1/2 % 1932. Obl. remb. à 1000 fr. (7) 25/7/38 740 738 738 740 751 573 <box>939 769 1462 779</box>
table-row: 8.431 Rach ou tir o 112 50 745 .. — Obl. r. à 5000 fr. (nos 59938 à 68568) (7) 25/7/38 759 .... 777 580 <box>939 404 1423 414</box>
section-title-emprunts-gages: EMPRUNTS GAGÉS <box>380 279 583 303</box>
table-row: 109.729 Rach ou tir o 25 .. 830 .. — 5 1/4 % 1933. Obl. remb. à 1000 fr. 1/6/38 843 850 879 684 <box>939 794 1398 804</box>
table-row: 7.039 Rach ou tir o 137 50 857 .. — Obl. r. à 5000 fr. (nos 59935 à 66593) (7) 15/11/38 877 ..... 897 778 <box>939 505 1431 515</box>
header-comptant: COMPTANT <box>684 188 828 270</box>
table-row: 296.822 10/10..... o 14 625 483 .. — de la Marne (Reconstr. du), oblig. 6% % 8/7/38 489 ........ 489 430 <box>140 364 616 374</box>
table-row: 1.319 Rach ou tir o 137 50 854 .. — Obl. r. à 5000 fr. (nos 11586 à 12804) (13) 20/7/38 866 ..... 885 744 <box>939 693 1431 703</box>
table-row: 320.360 5/7....... o 16 25 478 .. Groupement Reconstitution Immobilière, série B. 15/9/38 479 ........ 487 407 <box>140 765 633 776</box>
table-row: 23.918 Rach ou tir o 22 50 743 .. — 4 1/2 % 1932. Oblig. remb. à 1000 fr. (7) 25/7/38 725 720 717 716 732 562 <box>939 1296 1465 1306</box>
table-row: 4.051 Rach ou tir o 137 50 858 .. — Oblig. r. à 5000 fr. (nos 34477 à 38527) (7) 20/7/38 860 ..... 880 755 <box>939 1020 1434 1030</box>
table-row: 325.000 1/4-1/10.. o 25 .. 681 .. — 3% 1932. Oblig. remb. à 1000 fr. (22) 1/6/38 680 ..... 715 580 <box>939 1083 1397 1093</box>
table-row: 79.015 Rach ou tir o 25 .. 785 .. — 5% 1935. Oblig. remb. à 1000 fr. (7) 2/11/38 793 787 805 640 <box>939 844 1402 854</box>
table-row: 2.486 Rach ou tir o 137 50 881 .. — Obl. r. à 5000 fr. (nos 25460 à 27945) 15/11/38 883 ..... 911 782 <box>939 341 1416 351</box>
header-pl-bas: Pl. bas <box>1694 238 1720 247</box>
group-label: Groupe 3 <box>1529 1794 1590 1809</box>
header-extremes-label: Cours extrêmes depuis 1er janv. 38 <box>839 193 913 212</box>
table-row: 187.864 5/4....... o 14 625 489 .. — de la Somme, oblig. 6% 1923, r. à 500 fr. 5/7/38 489 ........ 496 421 <box>140 539 606 550</box>
header-date-detach: Date du détach. du dern. coupon payé <box>1439 188 1488 270</box>
table-row: 58.600 20/12..... o 20 .. 784 .. — Obl. 4% févr. 1930, r. à 1000 fr. 16/8/38 786 ..... 814 681 <box>140 1118 568 1128</box>
header-comptant: COMPTANT <box>1488 188 1631 270</box>
table-row: 223.421 Rach ou tir o 20 .. 723 .. — 4% 1932, remb. à 1000 fr. 1/6/38 740 ...... 746 610 <box>140 1596 558 1606</box>
table-row: 29.357 Rach ou tir o 27 50 881 .. — 5 1/2 % 1937. Obl. remb. à 1000 fr. (4) 15/11/38 883 ..... 905 781 <box>939 329 1421 339</box>
table-row: 3.135 Rach ou tir o 123 75 760 .. — Obl. r. à 5000 fr. (nos 23550 à 26502) (13) 2/11/38 782 ..... 784 641 <box>939 1246 1431 1256</box>
header-designation: DÉSIGNATION DES VALEURS <box>1128 188 1439 270</box>
table-row: 51.160 24/5-1/12.. o 25 .. 845 .. Group. Privé des Sinistrés de l'Aisne et du Pas-de-Calais 1/8/38 848 ........ 863 752 <box>140 703 660 713</box>
table-row: 10.562 Rach ou tir o 27 50 870 .. — 5 1/2 % 1936. Oblig. remb. à 1000 fr. (13) 20/7/38 874 ..... 870 747 <box>939 1183 1429 1193</box>
table-row: 10.610 Rach ou tir o 20 .. 649 .. Cameroun (Territoire du). Obl. 4% 1931, remb. à 1000 fr. (10) 20/10/38 664 .... 696 563 <box>939 530 1487 540</box>
table-row: 62.000 1/6....... o 13 50 478 50 — de Saint-Quentin, oblig. 6% 1922, remb. à 500 fr. 1/6/38 480 ...... 482 415 <box>140 577 635 587</box>
table-row: 4.335 Rach ou tir o 137 50 872 .. — Obl. r. à 5000 fr. (nos 28402 à 44785) (7) 20/7/38 880 ..... 879 765 <box>939 479 1425 490</box>
table-row: 30.000 Rach ou tir o 125 .. 897 .. — Oblig. r. à 5000 fr. (nos 200001 à 230000) 3/10/38 894 893 926 853 <box>939 1991 1432 2001</box>
table-row: 24.138 Rach ou tir o 123 75 845 .. — Obl. r. à 5000 fr. (nos 162100 à 186237) 1/6/38 855 855 864 716 <box>939 291 1424 301</box>
table-row: 391.000 15/2-15/8.. o 20 .. 647 .. — 4% 1931, remb. à 1000 fr. (23) 3/10/38 647 648 649 690 551 <box>939 1108 1401 1118</box>
table-row: 121.512 Rach ou tir o 15 .. 460 .. Houillères du Nord et du Pas-de-Calais, oblig. 6% 1927 1/8/38 460 ...... 467 398 <box>140 929 657 939</box>
header-derniers-cours: Derniers cours cotés au comptant <box>1084 188 1128 270</box>
table-row: 1.500.000 16/4-1/10.... o 25 .. 935 .. — 5% 1937, net d'impôts, remb. à 1000 fr. 15/10/38 916 920 923 945 805 <box>140 1496 659 1506</box>
section-title-fonds-garantis: FONDS GARANTIS <box>390 1333 573 1356</box>
table-row: 5.036 Rach ou tir o 112 50 745 .. — Oblig. r. à 5000 fr. (nos 42882 à 47917) (7) 25/7/38 751 ..... 775 583 <box>939 945 1434 955</box>
table-row: 32.478 Rach ou tir o 125 .. 802 .. — r. à 5000 fr. (nos 300001 à 332478). 20/9/38 811 ..... 819 663 <box>140 753 601 763</box>
table-row: 7.332 Rach ou tir o 27 50 831 .. — 5 1/2 % 1932. Obl. remb. à 1000 fr. (7) 1/6/38 853 ..... 873 690 <box>939 568 1405 578</box>
table-header <box>936 188 1734 272</box>
